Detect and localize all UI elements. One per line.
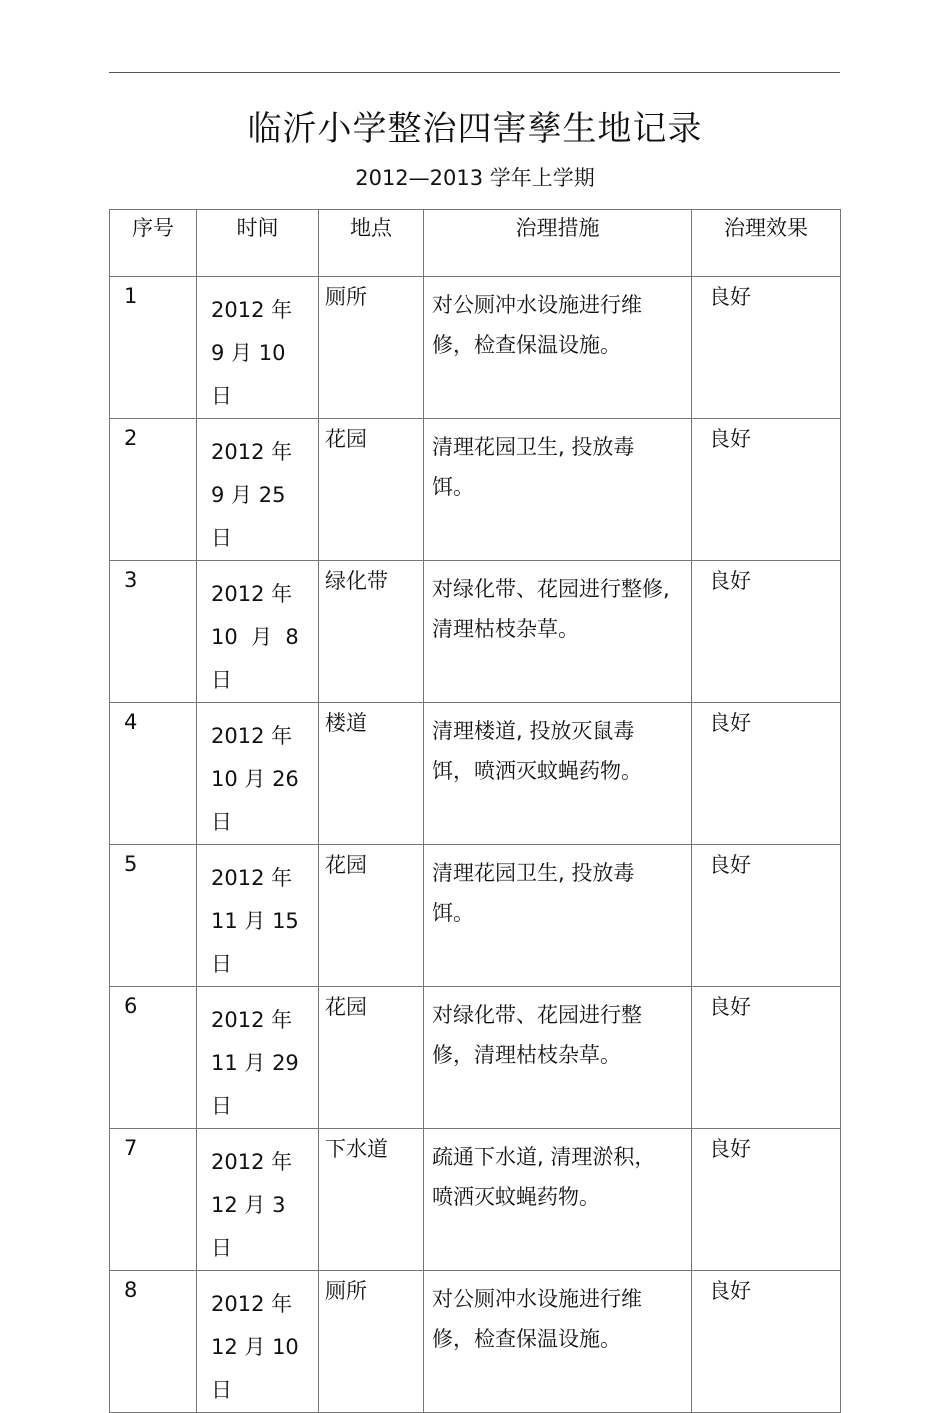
column-header-measure: 治理措施 xyxy=(424,210,692,277)
date-year: 2012 年 xyxy=(211,1008,293,1032)
date-month-day: 12 月 10 xyxy=(211,1335,299,1359)
date-month-day: 11 月 15 xyxy=(211,909,299,933)
table-row xyxy=(110,987,841,1129)
cell-place: 花园 xyxy=(319,845,424,987)
date-month-day: 11 月 29 xyxy=(211,1051,299,1075)
cell-date xyxy=(197,277,319,419)
date-month-day: 10 月 26 xyxy=(211,767,299,791)
date-day-suffix: 日 xyxy=(211,384,232,408)
date-year: 2012 年 xyxy=(211,298,293,322)
cell-date xyxy=(197,561,319,703)
table-row xyxy=(110,1271,841,1413)
table-row xyxy=(110,845,841,987)
table-row xyxy=(110,419,841,561)
cell-date xyxy=(197,419,319,561)
cell-place: 厕所 xyxy=(319,1271,424,1413)
date-day-suffix: 日 xyxy=(211,810,232,834)
cell-measure: 清理花园卫生, 投放毒饵。 xyxy=(424,845,692,987)
cell-no: 3 xyxy=(110,561,197,703)
cell-no: 5 xyxy=(110,845,197,987)
cell-date xyxy=(197,1271,319,1413)
cell-effect: 良好 xyxy=(692,561,841,703)
cell-no: 4 xyxy=(110,703,197,845)
cell-effect: 良好 xyxy=(692,845,841,987)
cell-measure: 对公厕冲水设施进行维修，检查保温设施。 xyxy=(424,277,692,419)
page-title: 临沂小学整治四害孳生地记录 xyxy=(247,108,703,149)
table-row xyxy=(110,277,841,419)
column-header-place: 地点 xyxy=(319,210,424,277)
date-day-suffix: 日 xyxy=(211,952,232,976)
cell-effect: 良好 xyxy=(692,987,841,1129)
date-year: 2012 年 xyxy=(211,724,293,748)
date-year: 2012 年 xyxy=(211,582,293,606)
cell-date xyxy=(197,987,319,1129)
cell-measure: 清理花园卫生, 投放毒饵。 xyxy=(424,419,692,561)
table-row xyxy=(110,1129,841,1271)
cell-measure: 对绿化带、花园进行整修, 清理枯枝杂草。 xyxy=(424,561,692,703)
date-month-day: 9 月 25 xyxy=(211,483,286,507)
cell-date xyxy=(197,845,319,987)
cell-no: 8 xyxy=(110,1271,197,1413)
date-year: 2012 年 xyxy=(211,1150,293,1174)
cell-place: 绿化带 xyxy=(319,561,424,703)
cell-effect: 良好 xyxy=(692,1271,841,1413)
page-subtitle: 2012—2013 学年上学期 xyxy=(355,166,595,190)
date-year: 2012 年 xyxy=(211,866,293,890)
column-header-date: 时间 xyxy=(197,210,319,277)
date-day-suffix: 日 xyxy=(211,668,232,692)
date-year: 2012 年 xyxy=(211,440,293,464)
cell-place: 花园 xyxy=(319,419,424,561)
cell-date xyxy=(197,1129,319,1271)
record-table xyxy=(109,209,841,1413)
table-header-row xyxy=(110,210,841,277)
date-month-day: 10 月 8 xyxy=(211,625,299,649)
cell-measure: 对公厕冲水设施进行维修，检查保温设施。 xyxy=(424,1271,692,1413)
cell-date xyxy=(197,703,319,845)
table-row xyxy=(110,561,841,703)
cell-place: 厕所 xyxy=(319,277,424,419)
cell-measure: 对绿化带、花园进行整修，清理枯枝杂草。 xyxy=(424,987,692,1129)
column-header-effect: 治理效果 xyxy=(692,210,841,277)
cell-effect: 良好 xyxy=(692,419,841,561)
date-year: 2012 年 xyxy=(211,1292,293,1316)
date-day-suffix: 日 xyxy=(211,1236,232,1260)
cell-no: 2 xyxy=(110,419,197,561)
table-row xyxy=(110,703,841,845)
date-day-suffix: 日 xyxy=(211,526,232,550)
top-rule xyxy=(109,72,840,73)
cell-place: 楼道 xyxy=(319,703,424,845)
date-month-day: 12 月 3 xyxy=(211,1193,286,1217)
date-day-suffix: 日 xyxy=(211,1378,232,1402)
cell-effect: 良好 xyxy=(692,1129,841,1271)
column-header-no: 序号 xyxy=(110,210,197,277)
cell-effect: 良好 xyxy=(692,703,841,845)
date-month-day: 9 月 10 xyxy=(211,341,286,365)
cell-measure: 清理楼道, 投放灭鼠毒饵，喷洒灭蚊蝇药物。 xyxy=(424,703,692,845)
cell-measure: 疏通下水道, 清理淤积，喷洒灭蚊蝇药物。 xyxy=(424,1129,692,1271)
date-day-suffix: 日 xyxy=(211,1094,232,1118)
cell-place: 花园 xyxy=(319,987,424,1129)
cell-place: 下水道 xyxy=(319,1129,424,1271)
cell-no: 1 xyxy=(110,277,197,419)
cell-no: 7 xyxy=(110,1129,197,1271)
cell-no: 6 xyxy=(110,987,197,1129)
cell-effect: 良好 xyxy=(692,277,841,419)
